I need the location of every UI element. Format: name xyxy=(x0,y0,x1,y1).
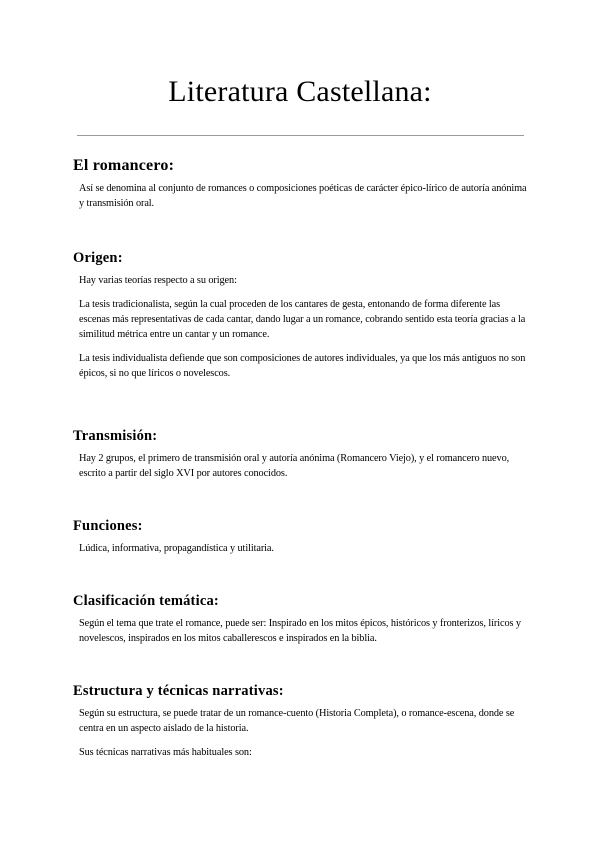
section-transmision xyxy=(73,427,533,481)
section-estructura-tecnicas xyxy=(73,682,533,760)
section-heading: Estructura y técnicas narrativas: xyxy=(73,683,284,699)
section-paragraph: La tesis tradicionalista, según la cual proceden de los cantares de gesta, entonando de forma diferente las escenas más representativas de cada cantar, dando lugar a un romance, cobrando sentido esta teoría gracias a la similitud métrica entre un cantar y un romance. xyxy=(79,299,526,340)
section-paragraph: Sus técnicas narrativas más habituales son: xyxy=(79,747,252,758)
section-heading: Clasificación temática: xyxy=(73,593,219,609)
title-divider xyxy=(77,135,524,136)
section-paragraph: Hay varias teorías respecto a su origen: xyxy=(79,275,237,286)
section-funciones xyxy=(73,517,533,556)
section-heading: Origen: xyxy=(73,250,123,266)
section-heading: Funciones: xyxy=(73,518,143,534)
section-paragraph: Hay 2 grupos, el primero de transmisión oral y autoría anónima (Romancero Viejo), y el romancero nuevo, escrito a partir del siglo XVI por autores conocidos. xyxy=(79,453,510,479)
section-clasificacion-tematica xyxy=(73,592,533,646)
section-paragraph: Así se denomina al conjunto de romances o composiciones poéticas de carácter épico-lírico de autoría anónima y transmisión oral. xyxy=(79,183,527,209)
page-title: Literatura Castellana: xyxy=(168,75,432,108)
section-origen xyxy=(73,249,533,381)
section-heading: El romancero: xyxy=(73,157,175,174)
section-romancero xyxy=(73,157,533,211)
section-paragraph: Según el tema que trate el romance, puede ser: Inspirado en los mitos épicos, históricos y fronterizos, líricos y novelescos, inspirados en los mitos caballerescos e inspirados en la biblia. xyxy=(79,618,521,644)
section-paragraph: La tesis individualista defiende que son composiciones de autores individuales, ya que los más antiguos no son épicos, si no que líricos o novelescos. xyxy=(79,353,526,379)
section-paragraph: Lúdica, informativa, propagandística y utilitaria. xyxy=(79,543,274,554)
section-paragraph: Según su estructura, se puede tratar de un romance-cuento (Historia Completa), o romance-escena, donde se centra en un aspecto aislado de la historia. xyxy=(79,708,515,734)
section-heading: Transmisión: xyxy=(73,428,158,444)
